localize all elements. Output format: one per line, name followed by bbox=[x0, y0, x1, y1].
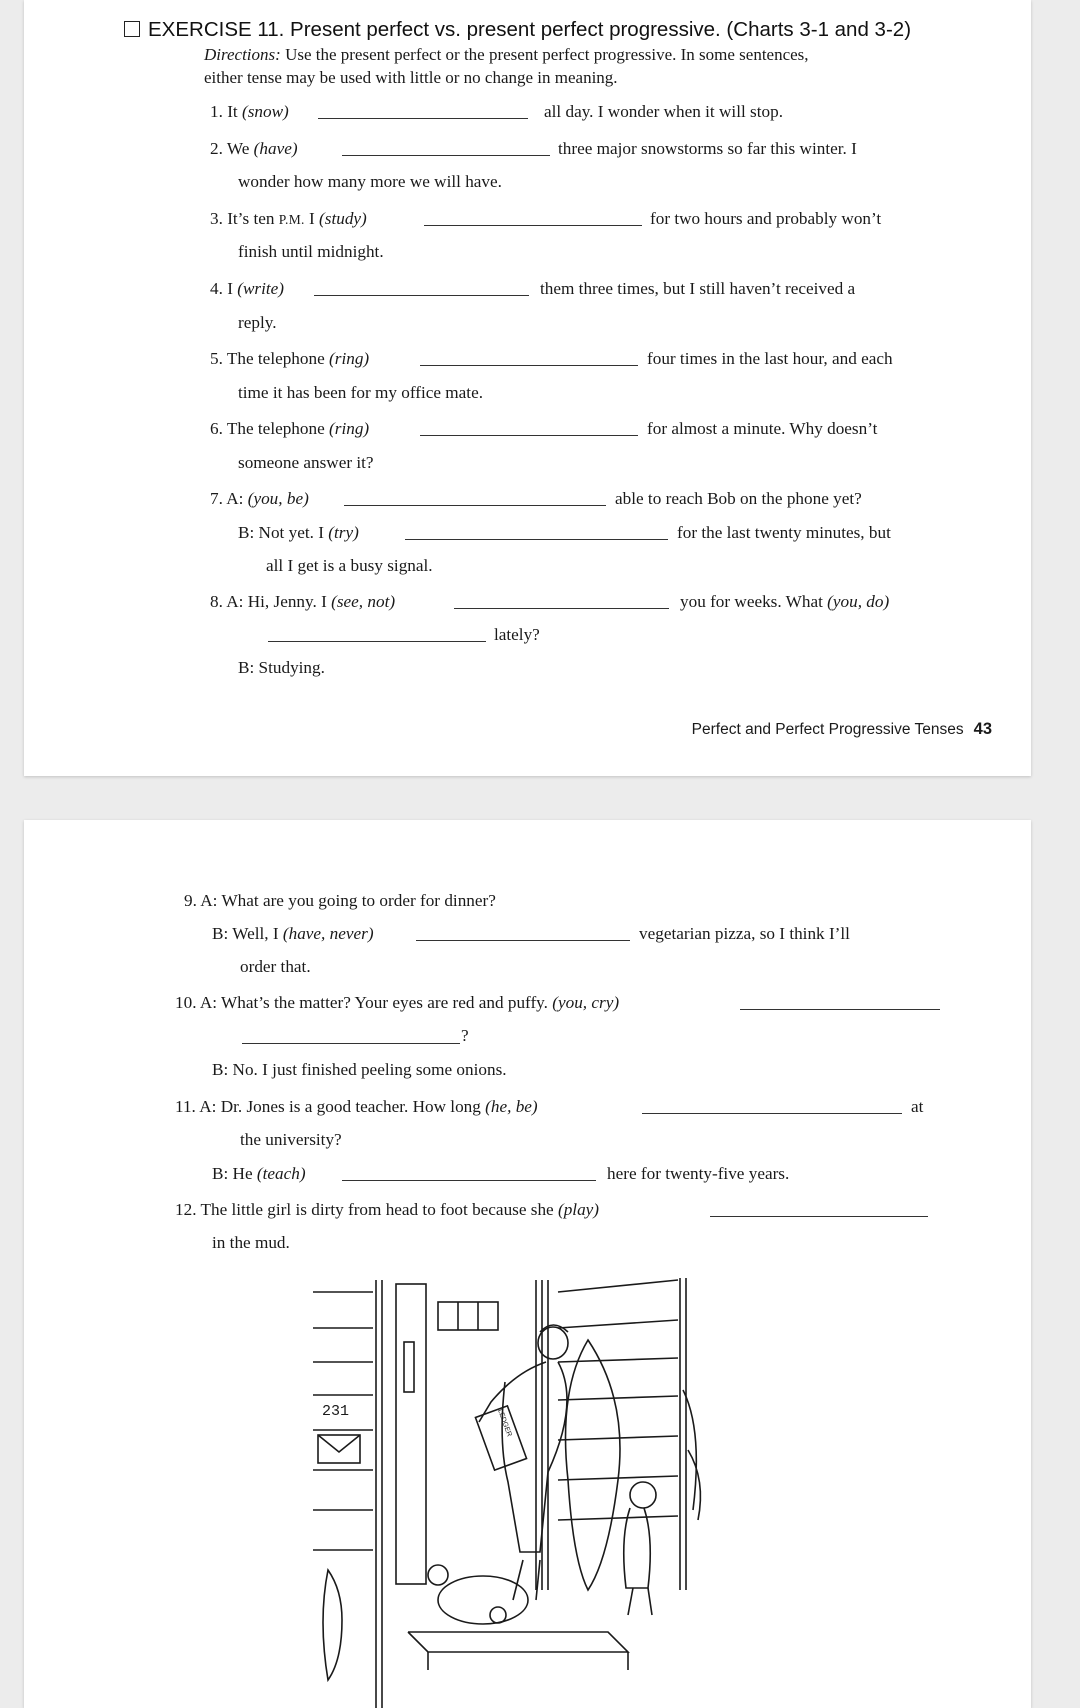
page-footer: Perfect and Perfect Progressive Tenses 43 bbox=[691, 720, 992, 738]
answer-blank-9[interactable] bbox=[416, 940, 630, 941]
answer-blank-4[interactable] bbox=[314, 295, 529, 296]
item-8: 8. A: Hi, Jenny. I (see, not) bbox=[210, 592, 396, 611]
item-11: 11. A: Dr. Jones is a good teacher. How long (he, be) bbox=[175, 1097, 538, 1116]
item-9: 9. A: What are you going to order for dinner? bbox=[184, 891, 496, 910]
item-7-b: B: Not yet. I (try) bbox=[238, 523, 359, 542]
directions: Directions: Use the present perfect or the present perfect progressive. In some sentences, either tense may be used with little or no change in meaning. bbox=[204, 45, 809, 87]
house-number: 231 bbox=[322, 1403, 350, 1420]
item-2: 2. We (have) bbox=[210, 139, 298, 158]
answer-blank-7a[interactable] bbox=[344, 505, 606, 506]
answer-blank-2[interactable] bbox=[342, 155, 550, 156]
answer-blank-10b[interactable] bbox=[242, 1043, 460, 1044]
answer-blank-11a[interactable] bbox=[642, 1113, 902, 1114]
answer-blank-7b[interactable] bbox=[405, 539, 668, 540]
item-8-b: B: Studying. bbox=[238, 658, 325, 677]
item-10-b: B: No. I just finished peeling some onions. bbox=[212, 1060, 507, 1079]
answer-blank-8a[interactable] bbox=[454, 608, 669, 609]
item-12: 12. The little girl is dirty from head to foot because she (play) bbox=[175, 1200, 600, 1219]
item-4: 4. I (write) bbox=[210, 279, 284, 298]
answer-blank-11b[interactable] bbox=[342, 1180, 596, 1181]
page-43 bbox=[24, 0, 1031, 776]
item-11-b: B: He (teach) bbox=[212, 1164, 306, 1183]
item-9-b: B: Well, I (have, never) bbox=[212, 924, 374, 943]
answer-blank-3[interactable] bbox=[424, 225, 642, 226]
checkbox-icon[interactable] bbox=[124, 21, 140, 37]
answer-blank-10a[interactable] bbox=[740, 1009, 940, 1010]
answer-blank-5[interactable] bbox=[420, 365, 638, 366]
book-label: LEDGER bbox=[496, 1408, 513, 1438]
answer-blank-1[interactable] bbox=[318, 118, 528, 119]
item-1: 1. It (snow) bbox=[210, 102, 289, 121]
item-5: 5. The telephone (ring) bbox=[210, 349, 370, 368]
item-3: 3. It’s ten P.M. I (study) bbox=[210, 209, 367, 228]
answer-blank-6[interactable] bbox=[420, 435, 638, 436]
doorway-illustration bbox=[308, 1270, 808, 1708]
exercise-title: EXERCISE 11. Present perfect vs. present perfect progressive. (Charts 3-1 and 3-2) bbox=[124, 18, 1004, 42]
answer-blank-8b[interactable] bbox=[268, 641, 486, 642]
item-10: 10. A: What’s the matter? Your eyes are red and puffy. (you, cry) bbox=[175, 993, 620, 1012]
answer-blank-12[interactable] bbox=[710, 1216, 928, 1217]
item-7: 7. A: (you, be) bbox=[210, 489, 309, 508]
item-6: 6. The telephone (ring) bbox=[210, 419, 370, 438]
